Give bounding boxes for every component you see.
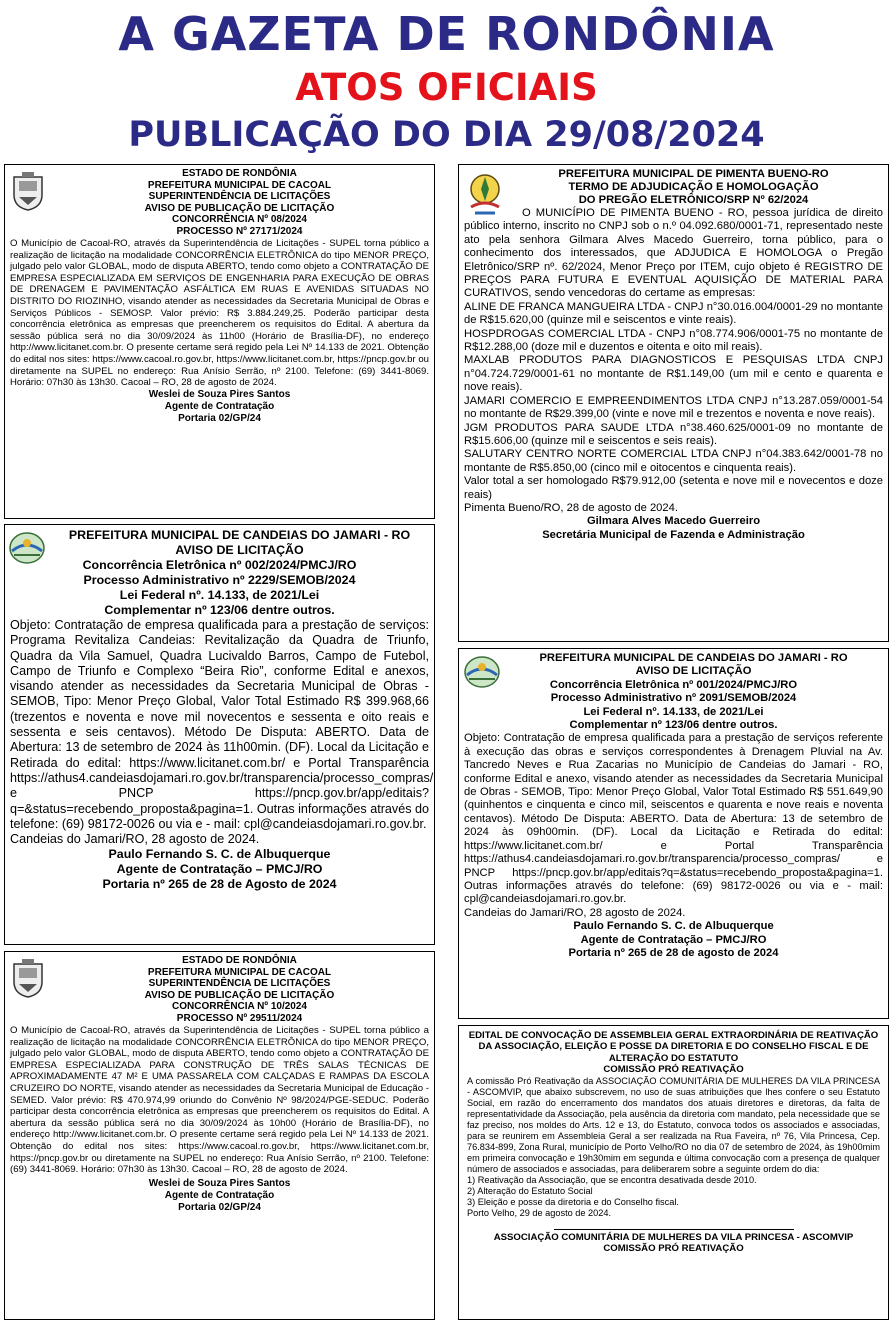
notice-body: O Município de Cacoal-RO, através da Superintendência de Licitações - SUPEL torna público a realização de licitação na modalidade CONCORRÊNCIA ELETRÔNICA do tipo MENOR PREÇO, julgado pelo valor GLOBAL, modo de disputa ABERTO, tendo como objeto a CONTRATAÇÃO DE EMPRESA ESPECIALIZADA EM SERVIÇOS DE ENGENHARIA PARA EXECUÇÃO DE OBRAS DE DRENAGEM E PAVIMENTAÇÃO ASFÁLTICA EM RUAS E AVENIDAS SITUADAS NO DISTRITO DO RIOZINHO, visando atender as necessidades da Secretaria Municipal de Obras e Serviços Públicos - SEMOSP. Valor prévio: R$ 3.884.249,25. Poderão participar desta concorrência eletrônica as empresas que preencherem os requisitos do Edital. A abertura da sessão pública será no dia 30/09/2024 às 11h00 (Horário de Brasília-DF), no endereço http://www.licitanet.com.br. O presente certame será regido pela Lei Nº 14.133 de 2021. Obtenção do edital nos sites: https://www.cacoal.ro.gov.br, https://www.licitanet.com.br, https://pncp.gov.br ou diretamente na SUPEL no endereço: Rua Anísio Serrão, nº 2100. Telefone: (69) 3441-8069. Horário: 07h30 às 13h30. Cacoal – RO, 28 de agosto de 2024.	[10, 238, 429, 389]
signatory-ordinance: Portaria nº 265 de 28 de Agosto de 2024	[102, 877, 337, 892]
notice-body: O MUNICÍPIO DE PIMENTA BUENO - RO, pessoa jurídica de direito público interno, inscrito no CNPJ sob o n.º 04.092.680/0001-71, representado neste ato pela senhora Gilmara Alves Macedo Guerreiro, torna público, para o conhecimento dos interessados, que ADJUDICA E HOMOLOGA o Pregão Eletrônico/SRP nº. 62/2024, Menor Preço por ITEM, cujo objeto é REGISTRO DE PREÇOS PARA FUTURA E EVENTUAL AQUISIÇÃO DE MATERIAL PARA CURATIVOS, sendo vencedoras do certame as empresas:	[464, 207, 883, 300]
signatory-ordinance: Portaria 02/GP/24	[178, 1201, 261, 1213]
notice-place-date: Porto Velho, 29 de agosto de 2024.	[467, 1207, 612, 1218]
notice-header-line: Lei Federal nº. 14.133, de 2021/Lei	[583, 705, 764, 718]
candeias-crest-icon	[8, 531, 46, 565]
notice-header-line: PREFEITURA MUNICIPAL DE CANDEIAS DO JAMARI - RO	[539, 652, 848, 664]
notice-header-line: CONCORRÊNCIA Nº 08/2024	[172, 214, 307, 225]
notice-header-line: TERMO DE ADJUDICAÇÃO E HOMOLOGAÇÃO	[568, 181, 819, 193]
notice-body: Objeto: Contratação de empresa qualificada para a prestação de serviços referente à execução das obras e serviços correspondentes à Drenagem Pluvial na Av. Tancredo Neves e Rua Zacarias no Município de Candeias do Jamari - RO, conforme Edital e anexo, visando atender as necessidades da Secretaria Municipal de Obras - SEMOB, Tipo: Menor Preço Global, Valor Total Estimado R$ 551.649,90 (quinhentos e cinquenta e cinco mil, seiscentos e quarenta e nove reais e noventa centavos). Método De Disputa: ABERTO. Data de Abertura: 13 de setembro de 2024 às 09h00min. (DF). Local da Licitação e Retirada do edital: https://www.licitanet.com.br/ e Portal Transparência https://athus4.candeiasdojamari.ro.gov.br/transparencia/processo_compras/ e PNCP https://pncp.gov.br/app/editais?q=&status=recebendo_proposta&pagina=1. Outras informações através do telefone: (69) 98172-0026 ou via e - mail: cpl@candeiasdojamari.ro.gov.br.	[464, 732, 883, 906]
notice-header-line: PREFEITURA MUNICIPAL DE CACOAL	[147, 966, 332, 978]
notice-body: Objeto: Contratação de empresa qualificada para a prestação de serviços: Programa Revitaliza Candeias: Revitalização da Quadra de Triunfo, Quadra da Vila Samuel, Quadra Lucivaldo Barros, Campo de Futebol, Campo de Triunfo e Complexo “Beira Rio”, conforme Edital e anexos, visando atender as necessidades da Secretaria Municipal de Obras - SEMOB, Tipo: Menor Preço Global, Valor Total Estimado R$ 399.968,66 (trezentos e noventa e nove mil novecentos e sessenta e oito reais e sessenta e seis centavos). Método De Disputa: ABERTO. Data de Abertura: 13 de setembro de 2024 às 11h00min. (DF). Local da Licitação e Retirada do edital: https://www.licitanet.com.br/ e Portal Transparência https://athus4.candeiasdojamari.ro.gov.br/transparencia/processo_compras/ e PNCP https://pncp.gov.br/app/editais?q=&status=recebendo_proposta&pagina=1. Outras informações através do telefone: (69) 98172-0026 ou via e - mail: cpl@candeiasdojamari.ro.gov.br.	[10, 618, 434, 831]
notice-header-line: AVISO DE PUBLICAÇÃO DE LICITAÇÃO	[144, 989, 335, 1001]
candeias-crest-icon	[463, 655, 501, 689]
notice-place-date: Candeias do Jamari/RO, 28 agosto de 2024.	[464, 906, 686, 919]
notice-body: O Município de Cacoal-RO, através da Superintendência de Licitações - SUPEL torna público a realização de licitação na modalidade CONCORRÊNCIA ELETRÔNICA do tipo MENOR PREÇO, julgado pelo valor GLOBAL, modo de disputa ABERTO, tendo como objeto a CONTRATAÇÃO DE EMPRESA ESPECIALIZADA PARA CONSTRUÇÃO DE TRÊS SALAS TÉCNICAS DE APROXIMADAMENTE 47 M² E UMA PASSARELA COM CALÇADAS E RAMPAS DA ESCOLA CRUZEIRO DO NORTE, visando atender as necessidades da Secretaria Municipal de Educação - SEMED. Valor prévio: R$ 470.974,99 oriundo do Convênio Nº 98/2024/PGE-SEDUC. Poderão participar desta concorrência eletrônica as empresas que preencherem os requisitos do Edital. A abertura da sessão pública será no dia 30/09/2024 às 10h00 (Horário de Brasília-DF), no endereço http://www.licitanet.com.br. O presente certame será regido pela Lei Nº 14.133 de 2021. Obtenção do edital nos sites: https://www.cacoal.ro.gov.br, https://www.licitanet.com.br, https://pncp.gov.br ou diretamente na SUPEL no endereço: Rua Anísio Serrão, nº 2100. Telefone: (69) 3441-8069. Horário: 07h30 às 13h30. Cacoal – RO, 28 de agosto de 2024.	[10, 1025, 429, 1176]
notice-header-line: ESTADO DE RONDÔNIA	[182, 955, 297, 966]
notice-header-line: PROCESSO Nº 29511/2024	[176, 1012, 303, 1024]
winner-item: HOSPDROGAS COMERCIAL LTDA - CNPJ n°08.774.906/0001-75 no montante de R$12.288,00 (doze mil e duzentos e oitenta e oito mil reais).	[464, 327, 883, 354]
notice-header-line: Processo Administrativo nº 2091/SEMOB/2024	[550, 692, 797, 705]
notice-place-date: Pimenta Bueno/RO, 28 de agosto de 2024.	[464, 501, 678, 514]
notice-pimenta-bueno-homologacao	[458, 164, 889, 642]
notice-header-line: Processo Administrativo nº 2229/SEMOB/2024	[83, 573, 356, 587]
winner-item: MAXLAB PRODUTOS PARA DIAGNOSTICOS E PESQUISAS LTDA CNPJ n°04.724.729/0001-61 no montante de R$1.149,00 (um mil e cento e quarenta e nove reais).	[464, 354, 883, 394]
signatory-ordinance: Portaria 02/GP/24	[178, 412, 261, 424]
notice-header-line: EDITAL DE CONVOCAÇÃO DE ASSEMBLEIA GERAL EXTRAORDINÁRIA DE REATIVAÇÃO DA ASSOCIAÇÃO, ELEIÇÃO E POSSE DA DIRETORIA E DO CONSELHO FISCAL E DE ALTERAÇÃO DO ESTATUTO	[468, 1030, 879, 1064]
notice-header-line: PREFEITURA MUNICIPAL DE CANDEIAS DO JAMARI - RO	[68, 528, 411, 542]
signatory-name: Gilmara Alves Macedo Guerreiro	[586, 515, 761, 528]
notice-header-line: ESTADO DE RONDÔNIA	[182, 168, 297, 179]
notice-header-line: Complementar nº 123/06 dentre outros.	[569, 719, 778, 732]
signatory-role: Agente de Contratação – PMCJ/RO	[116, 862, 323, 877]
notice-header-line: Lei Federal nº. 14.133, de 2021/Lei	[119, 588, 320, 602]
homologated-total: Valor total a ser homologado R$79.912,00 (setenta e nove mil e novecentos e doze reais)	[464, 475, 883, 501]
signatory-name: Weslei de Souza Pires Santos	[148, 1177, 291, 1189]
notice-cacoal-concorrencia-10	[4, 951, 435, 1320]
notice-place-date: Candeias do Jamari/RO, 28 agosto de 2024.	[10, 832, 260, 847]
signatory-role: Agente de Contratação – PMCJ/RO	[580, 933, 767, 946]
notice-ascomvip-assembly	[458, 1025, 889, 1320]
notice-header-line: AVISO DE LICITAÇÃO	[635, 665, 752, 678]
signature-line	[554, 1229, 794, 1230]
notice-candeias-concorrencia-001	[458, 648, 889, 1019]
winner-item: JAMARI COMERCIO E EMPREENDIMENTOS LTDA CNPJ n°13.287.059/0001-54 no montante de R$29.399,00 (vinte e nove mil e trezentos e noventa e nove reais).	[464, 394, 883, 421]
notice-header-line: AVISO DE LICITAÇÃO	[175, 543, 304, 557]
signatory-name: Paulo Fernando S. C. de Albuquerque	[573, 920, 774, 933]
agenda-item: 1) Reativação da Associação, que se encontra desativada desde 2010.	[467, 1174, 757, 1185]
notice-header-line: Concorrência Eletrônica nº 001/2024/PMCJ/RO	[549, 678, 798, 691]
signatory-ordinance: Portaria nº 265 de 28 de agosto de 2024	[568, 946, 779, 959]
notice-header-line: Complementar nº 123/06 dentre outros.	[104, 603, 335, 617]
notice-body: A comissão Pró Reativação da ASSOCIAÇÃO COMUNITÁRIA DE MULHERES DA VILA PRINCESA - ASCOMVIP, que abaixo subscrevem, no uso de suas atribuições que lhes confere o seu Estatuto Social, em razão do encerramento dos mandatos dos atuais diretores e diretoras, da falta de representatividade da Associação, pela ausência da diretoria com mandato, pela necessidade que se faz preciso, nos moldes do Arts. 12 e 13, do Estatuto, convoca todos os associados e associadas, para se reunirem em Assembleia Geral a ser realizada na Rua Faveira, nº 76, Vila Princesa, Cep. 76.834-899, Zona Rural, município de Porto Velho/RO no dia 07 de setembro de 2024, às 19h00mim em primeira convocação e 19h30mim em segunda e última convocação com a presença de qualquer número de associados e associadas, para deliberarem sobre a seguinte ordem do dia:	[467, 1075, 880, 1174]
publication-date: PUBLICAÇÃO DO DIA 29/08/2024	[128, 115, 765, 155]
cacoal-crest-icon	[11, 958, 45, 998]
agenda-item: 2) Alteração do Estatuto Social	[467, 1185, 593, 1196]
signatory-role: Agente de Contratação	[164, 400, 275, 412]
notice-header-line: AVISO DE PUBLICAÇÃO DE LICITAÇÃO	[144, 202, 335, 214]
signatory-role: Agente de Contratação	[164, 1189, 275, 1201]
newspaper-title: A GAZETA DE RONDÔNIA	[118, 7, 775, 61]
notice-header-line: SUPERINTENDÊNCIA DE LICITAÇÕES	[148, 191, 331, 202]
cacoal-crest-icon	[11, 171, 45, 211]
notice-cacoal-concorrencia-08	[4, 164, 435, 519]
notice-header-line: SUPERINTENDÊNCIA DE LICITAÇÕES	[148, 978, 331, 989]
winner-item: JGM PRODUTOS PARA SAUDE LTDA n°38.460.625/0001-09 no montante de R$15.606,00 (quinze mil e seiscentos e seis reais).	[464, 421, 883, 447]
agenda-item: 3) Eleição e posse da diretoria e do Conselho fiscal.	[467, 1196, 679, 1207]
section-title: ATOS OFICIAIS	[295, 66, 598, 109]
signatory-role: Secretária Municipal de Fazenda e Administração	[542, 528, 805, 541]
signatory-name: Weslei de Souza Pires Santos	[148, 388, 291, 400]
signatory-name: ASSOCIAÇÃO COMUNITÁRIA DE MULHERES DA VILA PRINCESA - ASCOMVIP	[493, 1231, 854, 1243]
notice-header-line: Concorrência Eletrônica nº 002/2024/PMCJ/RO	[82, 558, 357, 572]
notice-header-line: DO PREGÃO ELETRÔNICO/SRP Nº 62/2024	[578, 194, 809, 206]
notice-candeias-concorrencia-002	[4, 524, 435, 945]
winner-item: ALINE DE FRANCA MANGUEIRA LTDA - CNPJ n°30.016.004/0001-29 no montante de R$15.620,00 (quinze mil e seiscentos e vinte reais).	[464, 300, 883, 327]
notice-header-line: PROCESSO Nº 27171/2024	[176, 225, 303, 237]
notice-header-line: PREFEITURA MUNICIPAL DE PIMENTA BUENO-RO	[558, 168, 829, 180]
pimenta-bueno-crest-icon	[467, 171, 503, 217]
signatory-name: Paulo Fernando S. C. de Albuquerque	[108, 847, 331, 862]
signatory-role: COMISSÃO PRÓ REATIVAÇÃO	[603, 1243, 744, 1255]
notice-header-line: PREFEITURA MUNICIPAL DE CACOAL	[147, 179, 332, 191]
notice-header-line: COMISSÃO PRÓ REATIVAÇÃO	[603, 1064, 744, 1076]
notice-header-line: CONCORRÊNCIA Nº 10/2024	[172, 1001, 307, 1012]
winner-item: SALUTARY CENTRO NORTE COMERCIAL LTDA CNPJ n°04.383.642/0001-78 no montante de R$5.850,00 (cinco mil e oitocentos e cinquenta reais).	[464, 448, 883, 474]
